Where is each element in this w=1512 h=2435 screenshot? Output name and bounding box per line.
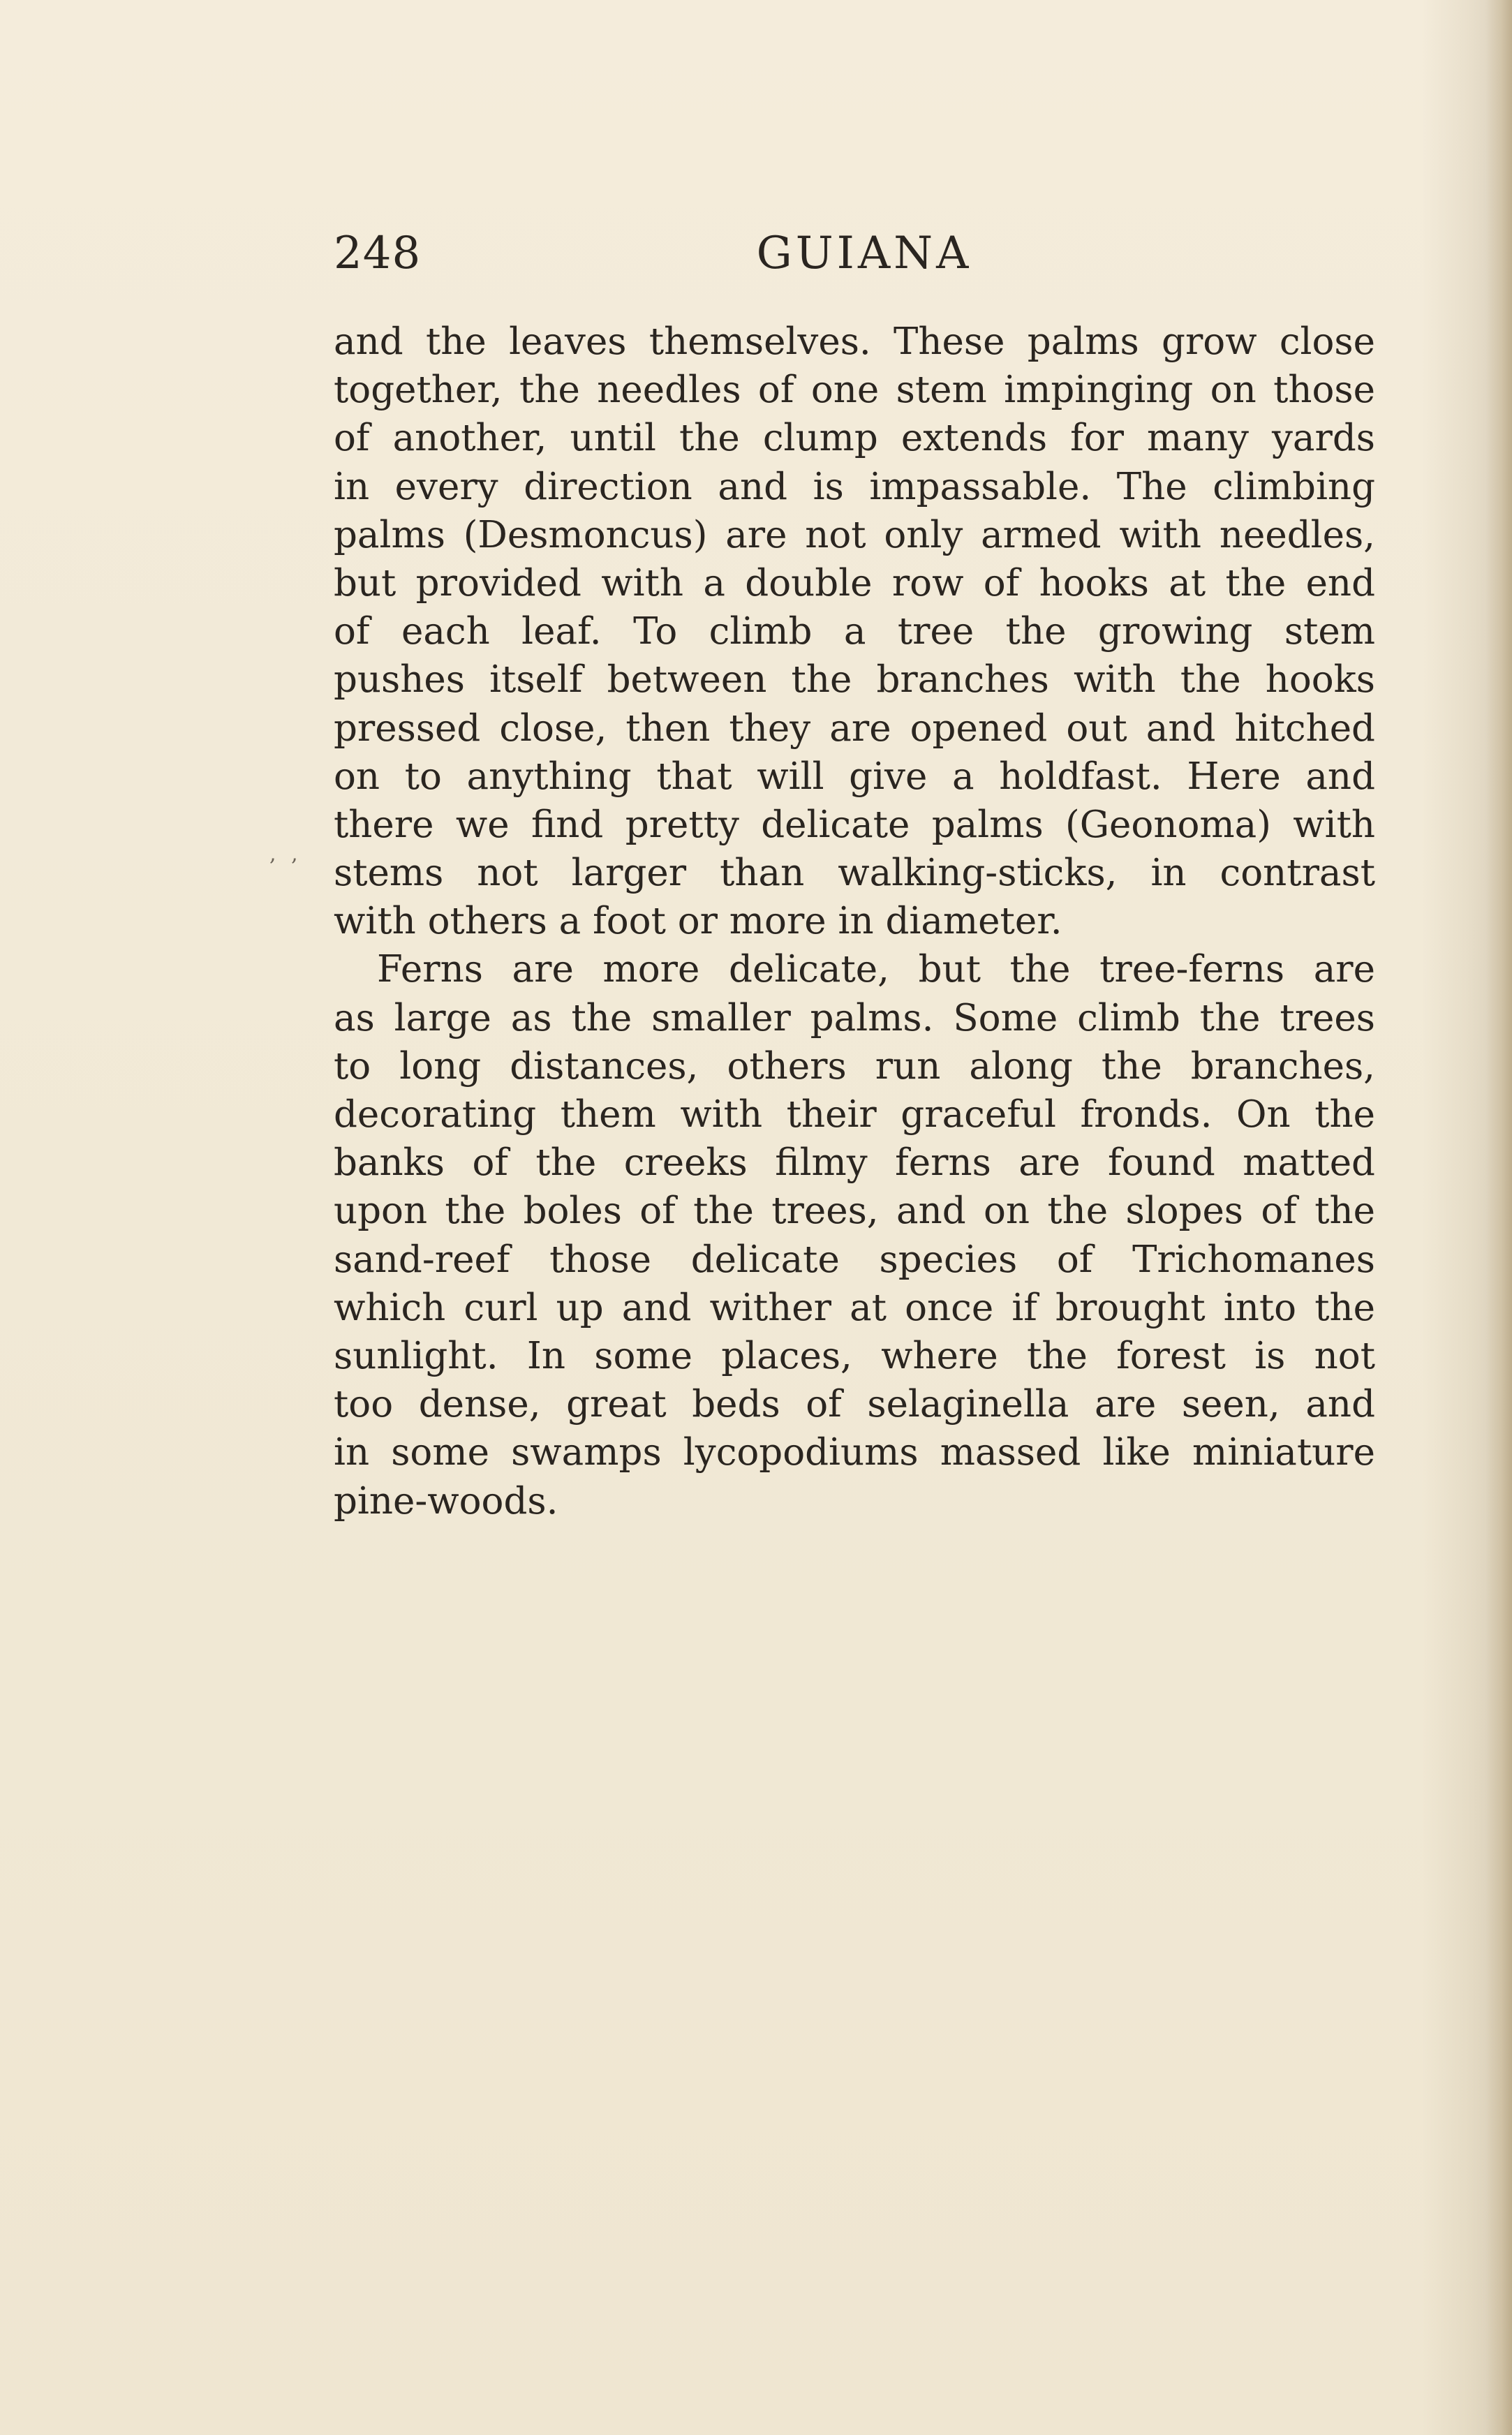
text-line: on to anything that will give a holdfast. Here and — [334, 755, 1375, 798]
text-line: in every direction and is impassable. The climbing — [334, 465, 1375, 508]
text-line: which curl up and wither at once if brought into the — [334, 1286, 1375, 1329]
paragraph-2 — [334, 945, 1375, 1525]
text-line: pine-woods. — [334, 1479, 558, 1523]
text-line: upon the boles of the trees, and on the slopes of the — [334, 1190, 1375, 1233]
text-line: decorating them with their graceful fronds. On the — [334, 1093, 1375, 1136]
paragraph-1 — [334, 318, 1375, 945]
text-line: and the leaves themselves. These palms grow close — [334, 320, 1375, 363]
text-line: pushes itself between the branches with the hooks — [334, 658, 1375, 702]
text-line: Ferns are more delicate, but the tree-ferns are — [377, 948, 1375, 991]
text-line: stems not larger than walking-sticks, in contrast — [334, 852, 1375, 895]
text-line: with others a foot or more in diameter. — [334, 900, 1062, 943]
text-line: of another, until the clump extends for many yards — [334, 417, 1375, 460]
text-line: sunlight. In some places, where the forest is not — [334, 1334, 1375, 1377]
text-line: palms (Desmoncus) are not only armed with needles, — [334, 513, 1375, 556]
text-line: too dense, great beds of selaginella are seen, and — [334, 1383, 1375, 1426]
page-header — [334, 222, 1375, 285]
margin-mark: , , — [269, 842, 302, 866]
running-head: GUIANA — [756, 228, 972, 279]
text-line: but provided with a double row of hooks at the end — [334, 561, 1375, 605]
text-line: there we find pretty delicate palms (Geonoma) with — [334, 803, 1375, 846]
text-line: to long distances, others run along the branches, — [334, 1044, 1375, 1088]
text-line: pressed close, then they are opened out and hitched — [334, 706, 1375, 750]
text-line: banks of the creeks filmy ferns are found matted — [334, 1141, 1375, 1185]
text-line: as large as the smaller palms. Some climb the trees — [334, 996, 1375, 1039]
text-line: together, the needles of one stem impinging on those — [334, 369, 1375, 412]
text-line: of each leaf. To climb a tree the growing stem — [334, 610, 1375, 653]
page-number: 248 — [334, 228, 422, 279]
body-text — [334, 318, 1375, 1525]
page-edge-shading — [1485, 0, 1512, 2435]
text-line: in some swamps lycopodiums massed like miniature — [334, 1431, 1375, 1474]
text-line: sand-reef those delicate species of Trichomanes — [334, 1238, 1375, 1281]
